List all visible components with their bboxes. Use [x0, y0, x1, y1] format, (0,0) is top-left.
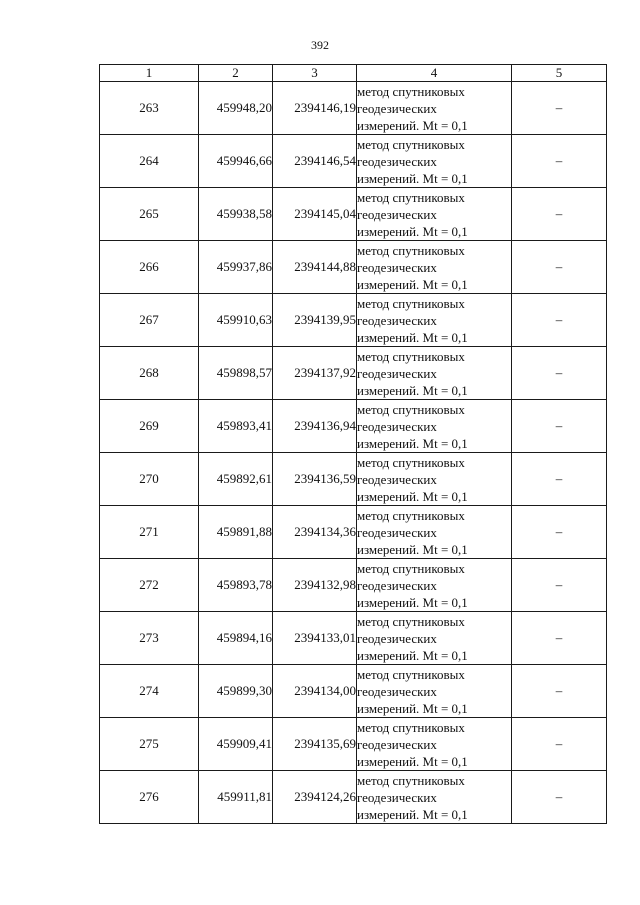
method-line-3: измерений. Mt = 0,1 — [357, 700, 468, 716]
method-line-3: измерений. Mt = 0,1 — [357, 329, 468, 345]
empty-value-cell: – — [512, 559, 607, 612]
method-line-1: метод спутниковых — [357, 507, 465, 523]
empty-value-cell: – — [512, 400, 607, 453]
table-row — [100, 188, 607, 241]
method-line-2: геодезических — [357, 259, 437, 275]
x-coordinate-cell: 459909,41 — [199, 718, 273, 771]
method-line-1: метод спутниковых — [357, 560, 465, 576]
y-coordinate-cell: 2394139,95 — [273, 294, 357, 347]
method-line-3: измерений. Mt = 0,1 — [357, 541, 468, 557]
table-body — [100, 82, 607, 824]
y-coordinate-cell: 2394132,98 — [273, 559, 357, 612]
x-coordinate-cell: 459893,41 — [199, 400, 273, 453]
method-line-2: геодезических — [357, 577, 437, 593]
method-line-3: измерений. Mt = 0,1 — [357, 117, 468, 133]
x-coordinate-cell: 459891,88 — [199, 506, 273, 559]
point-number-cell: 270 — [100, 453, 199, 506]
method-cell — [357, 294, 512, 347]
coordinates-table — [99, 64, 607, 824]
method-cell — [357, 506, 512, 559]
empty-value-cell: – — [512, 241, 607, 294]
method-cell — [357, 453, 512, 506]
empty-value-cell: – — [512, 188, 607, 241]
method-line-2: геодезических — [357, 683, 437, 699]
method-cell — [357, 347, 512, 400]
method-line-1: метод спутниковых — [357, 454, 465, 470]
column-header-4: 4 — [357, 65, 512, 82]
x-coordinate-cell: 459937,86 — [199, 241, 273, 294]
method-cell — [357, 559, 512, 612]
method-line-3: измерений. Mt = 0,1 — [357, 276, 468, 292]
y-coordinate-cell: 2394134,00 — [273, 665, 357, 718]
column-header-1: 1 — [100, 65, 199, 82]
y-coordinate-cell: 2394144,88 — [273, 241, 357, 294]
point-number-cell: 273 — [100, 612, 199, 665]
method-line-1: метод спутниковых — [357, 666, 465, 682]
method-line-2: геодезических — [357, 153, 437, 169]
table-row — [100, 665, 607, 718]
x-coordinate-cell: 459892,61 — [199, 453, 273, 506]
y-coordinate-cell: 2394137,92 — [273, 347, 357, 400]
method-line-3: измерений. Mt = 0,1 — [357, 647, 468, 663]
y-coordinate-cell: 2394133,01 — [273, 612, 357, 665]
table-row — [100, 771, 607, 824]
empty-value-cell: – — [512, 665, 607, 718]
table-header — [100, 65, 607, 82]
method-line-2: геодезических — [357, 312, 437, 328]
method-line-3: измерений. Mt = 0,1 — [357, 223, 468, 239]
method-line-1: метод спутниковых — [357, 613, 465, 629]
method-cell — [357, 82, 512, 135]
method-line-1: метод спутниковых — [357, 242, 465, 258]
method-line-1: метод спутниковых — [357, 83, 465, 99]
table-row — [100, 135, 607, 188]
table-row — [100, 718, 607, 771]
point-number-cell: 275 — [100, 718, 199, 771]
x-coordinate-cell: 459938,58 — [199, 188, 273, 241]
x-coordinate-cell: 459948,20 — [199, 82, 273, 135]
method-line-2: геодезических — [357, 789, 437, 805]
method-line-1: метод спутниковых — [357, 401, 465, 417]
method-cell — [357, 718, 512, 771]
table-row — [100, 241, 607, 294]
column-header-3: 3 — [273, 65, 357, 82]
table-row — [100, 612, 607, 665]
empty-value-cell: – — [512, 294, 607, 347]
point-number-cell: 271 — [100, 506, 199, 559]
table-row — [100, 347, 607, 400]
method-cell — [357, 400, 512, 453]
y-coordinate-cell: 2394146,54 — [273, 135, 357, 188]
table-row — [100, 506, 607, 559]
table-row — [100, 82, 607, 135]
table-row — [100, 294, 607, 347]
x-coordinate-cell: 459910,63 — [199, 294, 273, 347]
method-line-2: геодезических — [357, 418, 437, 434]
method-cell — [357, 771, 512, 824]
point-number-cell: 263 — [100, 82, 199, 135]
empty-value-cell: – — [512, 771, 607, 824]
empty-value-cell: – — [512, 612, 607, 665]
empty-value-cell: – — [512, 135, 607, 188]
empty-value-cell: – — [512, 718, 607, 771]
method-line-1: метод спутниковых — [357, 189, 465, 205]
y-coordinate-cell: 2394145,04 — [273, 188, 357, 241]
method-line-2: геодезических — [357, 630, 437, 646]
empty-value-cell: – — [512, 347, 607, 400]
method-line-3: измерений. Mt = 0,1 — [357, 806, 468, 822]
method-line-1: метод спутниковых — [357, 295, 465, 311]
column-header-2: 2 — [199, 65, 273, 82]
empty-value-cell: – — [512, 453, 607, 506]
header-row — [100, 65, 607, 82]
point-number-cell: 276 — [100, 771, 199, 824]
method-line-3: измерений. Mt = 0,1 — [357, 435, 468, 451]
method-cell — [357, 188, 512, 241]
method-cell — [357, 135, 512, 188]
table-row — [100, 453, 607, 506]
y-coordinate-cell: 2394135,69 — [273, 718, 357, 771]
x-coordinate-cell: 459898,57 — [199, 347, 273, 400]
method-line-1: метод спутниковых — [357, 136, 465, 152]
method-line-1: метод спутниковых — [357, 772, 465, 788]
method-cell — [357, 612, 512, 665]
empty-value-cell: – — [512, 506, 607, 559]
y-coordinate-cell: 2394146,19 — [273, 82, 357, 135]
method-cell — [357, 665, 512, 718]
point-number-cell: 264 — [100, 135, 199, 188]
x-coordinate-cell: 459899,30 — [199, 665, 273, 718]
method-line-3: измерений. Mt = 0,1 — [357, 488, 468, 504]
y-coordinate-cell: 2394124,26 — [273, 771, 357, 824]
method-line-3: измерений. Mt = 0,1 — [357, 594, 468, 610]
x-coordinate-cell: 459946,66 — [199, 135, 273, 188]
method-line-1: метод спутниковых — [357, 348, 465, 364]
method-line-2: геодезических — [357, 100, 437, 116]
page-number: 392 — [311, 38, 329, 52]
method-line-2: геодезических — [357, 206, 437, 222]
point-number-cell: 269 — [100, 400, 199, 453]
y-coordinate-cell: 2394134,36 — [273, 506, 357, 559]
method-line-2: геодезических — [357, 736, 437, 752]
method-line-1: метод спутниковых — [357, 719, 465, 735]
y-coordinate-cell: 2394136,94 — [273, 400, 357, 453]
column-header-5: 5 — [512, 65, 607, 82]
method-line-2: геодезических — [357, 524, 437, 540]
method-line-3: измерений. Mt = 0,1 — [357, 382, 468, 398]
table-row — [100, 559, 607, 612]
y-coordinate-cell: 2394136,59 — [273, 453, 357, 506]
point-number-cell: 266 — [100, 241, 199, 294]
empty-value-cell: – — [512, 82, 607, 135]
x-coordinate-cell: 459894,16 — [199, 612, 273, 665]
method-cell — [357, 241, 512, 294]
point-number-cell: 272 — [100, 559, 199, 612]
method-line-3: измерений. Mt = 0,1 — [357, 170, 468, 186]
method-line-3: измерений. Mt = 0,1 — [357, 753, 468, 769]
method-line-2: геодезических — [357, 365, 437, 381]
point-number-cell: 274 — [100, 665, 199, 718]
x-coordinate-cell: 459911,81 — [199, 771, 273, 824]
point-number-cell: 267 — [100, 294, 199, 347]
point-number-cell: 268 — [100, 347, 199, 400]
method-line-2: геодезических — [357, 471, 437, 487]
x-coordinate-cell: 459893,78 — [199, 559, 273, 612]
point-number-cell: 265 — [100, 188, 199, 241]
table-row — [100, 400, 607, 453]
